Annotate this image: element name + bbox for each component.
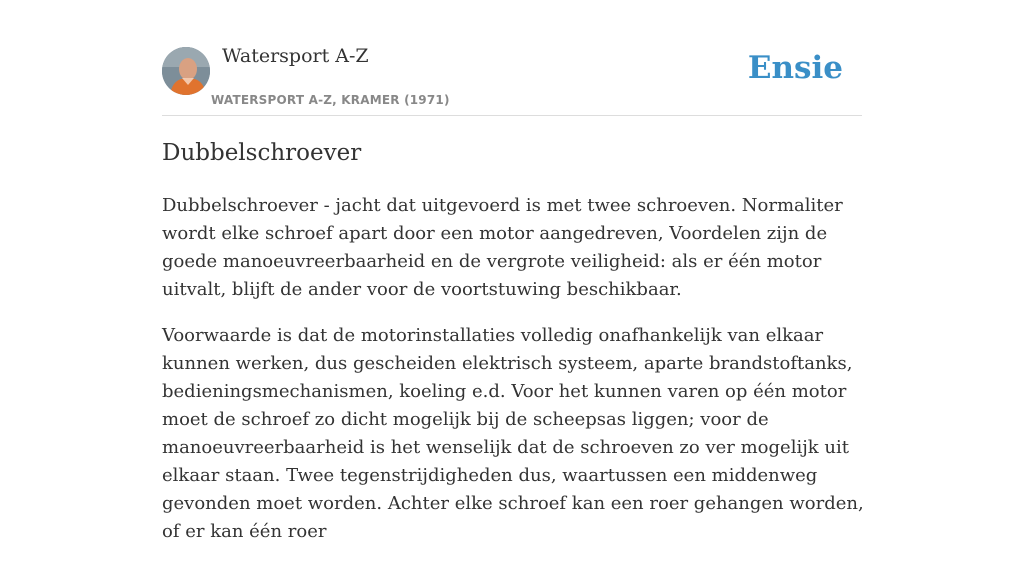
author-avatar[interactable] [162, 47, 210, 95]
paragraph: Voorwaarde is dat de motorinstallaties volledig onafhankelijk van elkaar kunnen werken, dus gescheiden elektrisch systeem, aparte brandstoftanks, bedieningsmechanismen, koeling e.d. Voor het kunnen varen op één motor moet de schroef zo dicht mogelijk bij de scheepsas liggen; voor de manoeuvreerbaarheid is het wenselijk dat de schroeven zo ver mogelijk uit elkaar staan. Twee tegenstrijdigheden dus, waartussen een middenweg gevonden moet worden. Achter elke schroef kan een roer gehangen worden, of er kan één roer [162, 325, 864, 542]
source-citation: WATERSPORT A-Z, KRAMER (1971) [211, 93, 450, 107]
header [162, 0, 862, 116]
author-name[interactable]: Watersport A-Z [222, 45, 369, 67]
paragraph: Dubbelschroever - jacht dat uitgevoerd is met twee schroeven. Normaliter wordt elke schroef apart door een motor aangedreven, Voordelen zijn de goede manoeuvreerbaarheid en de vergrote veiligheid: als er één motor uitvalt, blijft de ander voor de voortstuwing beschikbaar. [162, 195, 843, 300]
article-body [162, 192, 866, 564]
avatar-photo-icon [162, 47, 210, 95]
brand-logo[interactable]: Ensie [747, 50, 843, 86]
page-container [162, 0, 864, 542]
article-title: Dubbelschroever [162, 140, 362, 166]
